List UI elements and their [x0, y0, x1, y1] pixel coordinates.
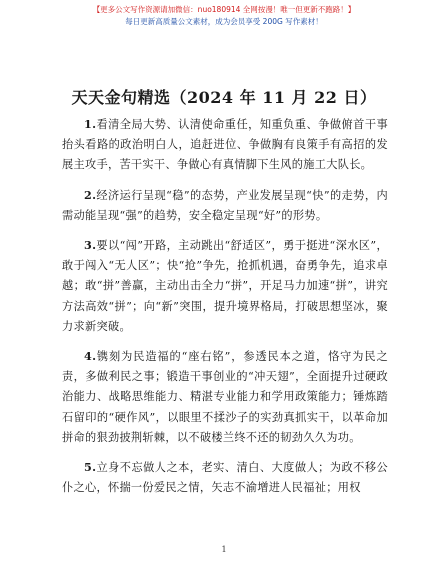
paragraph-text: 镌刻为民造福的“座右铭”，参透民本之道，恪守为民之责，多做利民之事；锻造干事创业的“冲天翅”，全面提升过硬政治能力、战略思维能力、精湛专业能力和学用政策能力；锤炼踏石留印的“硬作风”，以眼里不揉沙子的实劲真抓实干，以革命加拼命的狠劲披荆斩棘，以不破楼兰终不还的韧劲久久为功。 — [62, 350, 388, 444]
paragraph-5 — [62, 457, 388, 498]
page-number: 1 — [221, 545, 227, 554]
paragraph-number: 2. — [84, 187, 97, 202]
paragraph-text: 立身不忘做人之本，老实、清白、大度做人；为政不移公仆之心，怀揣一份爱民之情，矢志不渝增进人民福祉；用权 — [62, 461, 388, 495]
paragraph-number: 4. — [84, 349, 97, 364]
banner-line-promo: 每日更新高质量公文素材，成为会员享受 200G 写作素材！ — [125, 17, 323, 26]
paragraph-number: 5. — [84, 460, 97, 475]
paragraph-number: 1. — [84, 117, 97, 131]
paragraph-4 — [62, 346, 388, 448]
banner-line-contact: 【更多公文写作资源请加微信：nuo180914 全网按漫！唯一但更新不跑路！】 — [92, 5, 356, 14]
header-banner — [0, 4, 448, 28]
paragraph-text: 看清全局大势、认清使命重任，知重负重、争做俯首干事抬头看路的政治明白人，追赶进位、争做胸有良策手有高招的发展主攻手，苦干实干、争做心有真情脚下生风的施工大队长。 — [62, 118, 388, 172]
paragraph-text: 要以“闯”开路，主动跳出“舒适区”，勇于挺进“深水区”，敢于闯入“无人区”；快“抢”争先，抢抓机遇，奋勇争先，追求卓越；敢“拼”善赢，主动出击全力“拼”，开足马力加速“拼”，讲究方法高效“拼”；向“新”突围，提升境界格局，打破思想坚冰，聚力求新突破。 — [62, 239, 388, 333]
paragraph-text: 经济运行呈现“稳”的态势，产业发展呈现“快”的走势，内需动能呈现“强”的趋势，安全稳定呈现“好”的形势。 — [62, 188, 388, 222]
document-body — [62, 114, 388, 507]
paragraph-number: 3. — [84, 238, 97, 253]
document-title: 天天金句精选（2024 年 11 月 22 日） — [71, 88, 377, 107]
paragraph-2 — [62, 185, 388, 226]
paragraph-3 — [62, 235, 388, 337]
paragraph-1 — [62, 114, 388, 176]
